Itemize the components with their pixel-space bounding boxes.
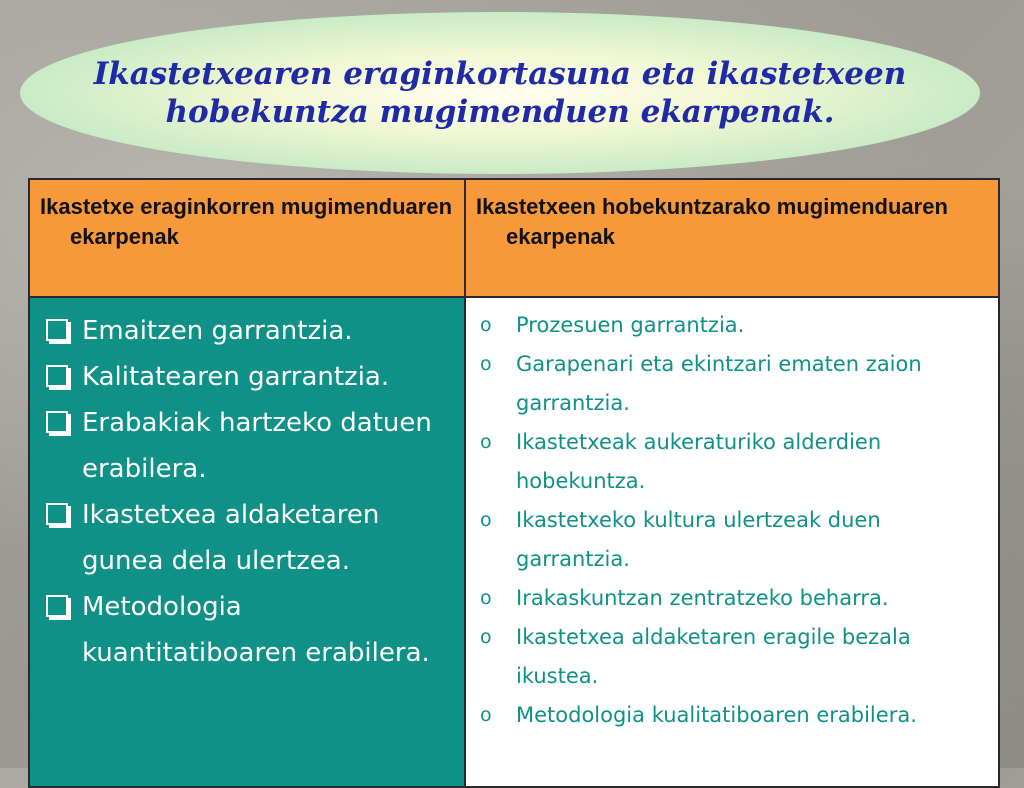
list-item-text: Metodologia kuantitatiboaren erabilera. xyxy=(82,592,430,668)
header-row xyxy=(29,179,999,297)
list-item xyxy=(44,308,458,354)
left-header: Ikastetxe eraginkorren mugimenduaren ekarpenak xyxy=(40,194,453,249)
checkbox-square-icon xyxy=(46,319,68,341)
list-item xyxy=(478,501,990,579)
comparison-table xyxy=(28,178,1000,788)
list-item-text: Garapenari eta ekintzari ematen zaion garrantzia. xyxy=(516,352,922,415)
body-row xyxy=(29,297,999,787)
right-list xyxy=(466,306,998,735)
list-item-text: Ikastetxeak aukeraturiko alderdien hobekuntza. xyxy=(516,430,882,493)
left-body-cell xyxy=(29,297,465,787)
title-oval xyxy=(20,12,980,174)
circle-bullet-icon: o xyxy=(480,353,492,375)
list-item-text: Ikastetxea aldaketaren eragile bezala ikustea. xyxy=(516,625,911,688)
list-item xyxy=(478,579,990,618)
list-item xyxy=(44,354,458,400)
list-item-text: Metodologia kualitatiboaren erabilera. xyxy=(516,703,917,727)
list-item xyxy=(44,492,458,584)
checkbox-square-icon xyxy=(46,411,68,433)
list-item xyxy=(478,345,990,423)
right-body-cell xyxy=(465,297,999,787)
list-item xyxy=(478,423,990,501)
right-header: Ikastetxeen hobekuntzarako mugimenduaren ekarpenak xyxy=(476,194,948,249)
title-line-1: Ikastetxearen eraginkortasuna eta ikastetxeen xyxy=(93,56,907,92)
list-item xyxy=(44,584,458,676)
list-item xyxy=(44,400,458,492)
list-item-text: Emaitzen garrantzia. xyxy=(82,316,353,346)
list-item-text: Irakaskuntzan zentratzeko beharra. xyxy=(516,586,889,610)
circle-bullet-icon: o xyxy=(480,704,492,726)
list-item-text: Ikastetxea aldaketaren gunea dela ulertzea. xyxy=(82,500,380,576)
circle-bullet-icon: o xyxy=(480,431,492,453)
list-item-text: Prozesuen garrantzia. xyxy=(516,313,745,337)
left-list xyxy=(30,308,464,676)
slide-title xyxy=(94,55,907,131)
circle-bullet-icon: o xyxy=(480,509,492,531)
right-header-cell xyxy=(465,179,999,297)
checkbox-square-icon xyxy=(46,503,68,525)
left-header-cell xyxy=(29,179,465,297)
circle-bullet-icon: o xyxy=(480,314,492,336)
circle-bullet-icon: o xyxy=(480,626,492,648)
circle-bullet-icon: o xyxy=(480,587,492,609)
list-item-text: Kalitatearen garrantzia. xyxy=(82,362,390,392)
checkbox-square-icon xyxy=(46,365,68,387)
title-line-2: hobekuntza mugimenduen ekarpenak. xyxy=(165,94,835,130)
list-item xyxy=(478,696,990,735)
checkbox-square-icon xyxy=(46,595,68,617)
list-item xyxy=(478,306,990,345)
list-item-text: Erabakiak hartzeko datuen erabilera. xyxy=(82,408,432,484)
list-item xyxy=(478,618,990,696)
list-item-text: Ikastetxeko kultura ulertzeak duen garrantzia. xyxy=(516,508,881,571)
